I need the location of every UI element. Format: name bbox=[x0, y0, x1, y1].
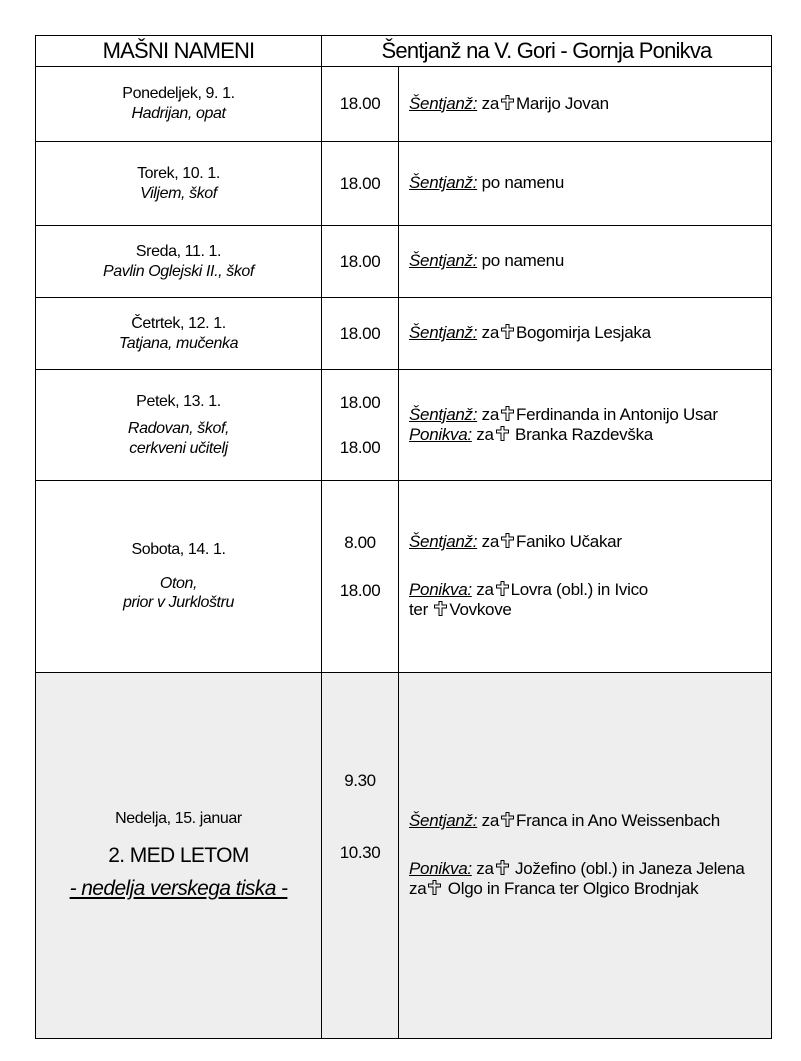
intention-cell bbox=[399, 673, 772, 1039]
day-cell bbox=[36, 298, 322, 370]
mass-time: 9.30 bbox=[344, 770, 376, 790]
intention-cell bbox=[399, 370, 772, 481]
day-name: Četrtek, 12. 1. bbox=[131, 314, 226, 332]
intention bbox=[409, 251, 771, 271]
place-label: Šentjanž: bbox=[409, 532, 478, 552]
intention-cell bbox=[399, 142, 772, 226]
intention-text: po namenu bbox=[481, 251, 564, 271]
table-row bbox=[36, 481, 772, 673]
saint-name: Pavlin Oglejski II., škof bbox=[103, 262, 254, 280]
intention-prefix: za bbox=[476, 425, 494, 444]
place-label: Šentjanž: bbox=[409, 173, 478, 193]
table-row bbox=[36, 673, 772, 1039]
day-cell bbox=[36, 67, 322, 142]
day-name: Ponedeljek, 9. 1. bbox=[122, 85, 235, 103]
sunday-note: - nedelja verskega tiska - bbox=[69, 877, 288, 901]
intention-text: Franca in Ano Weissenbach bbox=[515, 811, 720, 831]
place-label: Šentjanž: bbox=[409, 404, 478, 424]
day-name: Sobota, 14. 1. bbox=[131, 541, 226, 559]
place-label: Ponikva: bbox=[409, 425, 472, 444]
cross-icon bbox=[496, 860, 509, 875]
cross-icon bbox=[434, 601, 447, 616]
table-row bbox=[36, 142, 772, 226]
cross-icon bbox=[496, 426, 509, 441]
intention-prefix: za bbox=[481, 811, 499, 831]
intention-prefix: za bbox=[481, 93, 499, 113]
day-name: Nedelja, 15. januar bbox=[115, 810, 242, 828]
mass-time: 18.00 bbox=[339, 173, 381, 193]
intention bbox=[409, 425, 771, 445]
intention-prefix: za bbox=[481, 404, 499, 424]
saint-name: Hadrijan, opat bbox=[131, 105, 226, 122]
table-row bbox=[36, 370, 772, 481]
mass-time: 8.00 bbox=[344, 532, 376, 552]
intention-cell bbox=[399, 481, 772, 673]
intention-prefix: za bbox=[409, 879, 427, 899]
table-row bbox=[36, 226, 772, 298]
liturgical-title: 2. MED LETOM bbox=[108, 843, 249, 867]
time-cell bbox=[322, 673, 399, 1039]
cross-icon bbox=[501, 95, 514, 110]
intention-text: Jožefino (obl.) in Janeza Jelena bbox=[515, 858, 745, 878]
time-cell bbox=[322, 481, 399, 673]
intention-prefix: za bbox=[476, 579, 494, 599]
header-title: MAŠNI NAMENI bbox=[36, 36, 322, 67]
intention-cell bbox=[399, 298, 772, 370]
intention bbox=[409, 859, 771, 900]
saint-name-line2: cerkveni učitelj bbox=[129, 439, 228, 457]
cross-icon bbox=[428, 880, 441, 895]
day-name: Torek, 10. 1. bbox=[137, 164, 220, 182]
intention bbox=[409, 405, 771, 425]
time-cell bbox=[322, 226, 399, 298]
mass-time: 18.00 bbox=[339, 94, 381, 113]
intention bbox=[409, 532, 771, 552]
intention bbox=[409, 173, 771, 193]
intention-text: Bogomirja Lesjaka bbox=[515, 323, 651, 343]
intention-prefix: ter bbox=[409, 600, 428, 620]
cross-icon bbox=[501, 533, 514, 548]
cross-icon bbox=[501, 812, 514, 827]
table-header bbox=[36, 36, 772, 67]
saint-name: Oton, bbox=[159, 574, 198, 592]
table-row bbox=[36, 298, 772, 370]
intention-text: Lovra (obl.) in Ivico bbox=[510, 579, 648, 599]
time-cell bbox=[322, 370, 399, 481]
intention-prefix: za bbox=[476, 858, 494, 878]
day-cell bbox=[36, 370, 322, 481]
mass-time: 18.00 bbox=[339, 251, 381, 271]
intention-prefix: za bbox=[481, 532, 499, 552]
place-label: Ponikva: bbox=[409, 579, 472, 599]
day-name: Sreda, 11. 1. bbox=[135, 242, 222, 260]
day-name: Petek, 13. 1. bbox=[136, 392, 221, 410]
table-row bbox=[36, 67, 772, 142]
intention-prefix: za bbox=[481, 323, 499, 343]
cross-icon bbox=[501, 406, 514, 421]
intention-text: Ferdinanda in Antonijo Usar bbox=[515, 404, 718, 424]
place-label: Ponikva: bbox=[409, 858, 472, 878]
mass-time: 10.30 bbox=[339, 842, 381, 862]
intention bbox=[409, 323, 771, 343]
intention bbox=[409, 811, 771, 831]
intention-text: Marijo Jovan bbox=[515, 93, 609, 113]
day-cell bbox=[36, 226, 322, 298]
cross-icon bbox=[501, 324, 514, 339]
header-parishes: Šentjanž na V. Gori - Gornja Ponikva bbox=[322, 36, 772, 67]
day-cell bbox=[36, 142, 322, 226]
place-label: Šentjanž: bbox=[409, 811, 478, 831]
intention-text: Faniko Učakar bbox=[515, 532, 622, 552]
intention bbox=[409, 94, 771, 114]
mass-time: 18.00 bbox=[339, 580, 381, 600]
saint-name: Radovan, škof, bbox=[127, 420, 230, 438]
mass-time: 18.00 bbox=[339, 437, 381, 457]
place-label: Šentjanž: bbox=[409, 323, 478, 343]
saint-name-line2: prior v Jurkloštru bbox=[122, 594, 235, 612]
time-cell bbox=[322, 298, 399, 370]
day-cell bbox=[36, 481, 322, 673]
mass-time: 18.00 bbox=[339, 392, 381, 412]
mass-time: 18.00 bbox=[339, 323, 381, 343]
saint-name: Viljem, škof bbox=[140, 184, 217, 202]
mass-intentions-table bbox=[35, 35, 772, 1039]
intention bbox=[409, 580, 771, 621]
saint-name: Tatjana, mučenka bbox=[118, 334, 239, 352]
time-cell bbox=[322, 142, 399, 226]
intention-text: Vovkove bbox=[449, 600, 512, 620]
place-label: Šentjanž: bbox=[409, 93, 478, 113]
intention-text: po namenu bbox=[481, 173, 564, 193]
cross-icon bbox=[496, 581, 509, 596]
intention-cell bbox=[399, 67, 772, 142]
intention-text: Branka Razdevška bbox=[515, 425, 653, 444]
intention-text: Olgo in Franca ter Olgico Brodnjak bbox=[447, 879, 699, 899]
intention-cell bbox=[399, 226, 772, 298]
day-cell bbox=[36, 673, 322, 1039]
place-label: Šentjanž: bbox=[409, 251, 478, 271]
time-cell bbox=[322, 67, 399, 142]
